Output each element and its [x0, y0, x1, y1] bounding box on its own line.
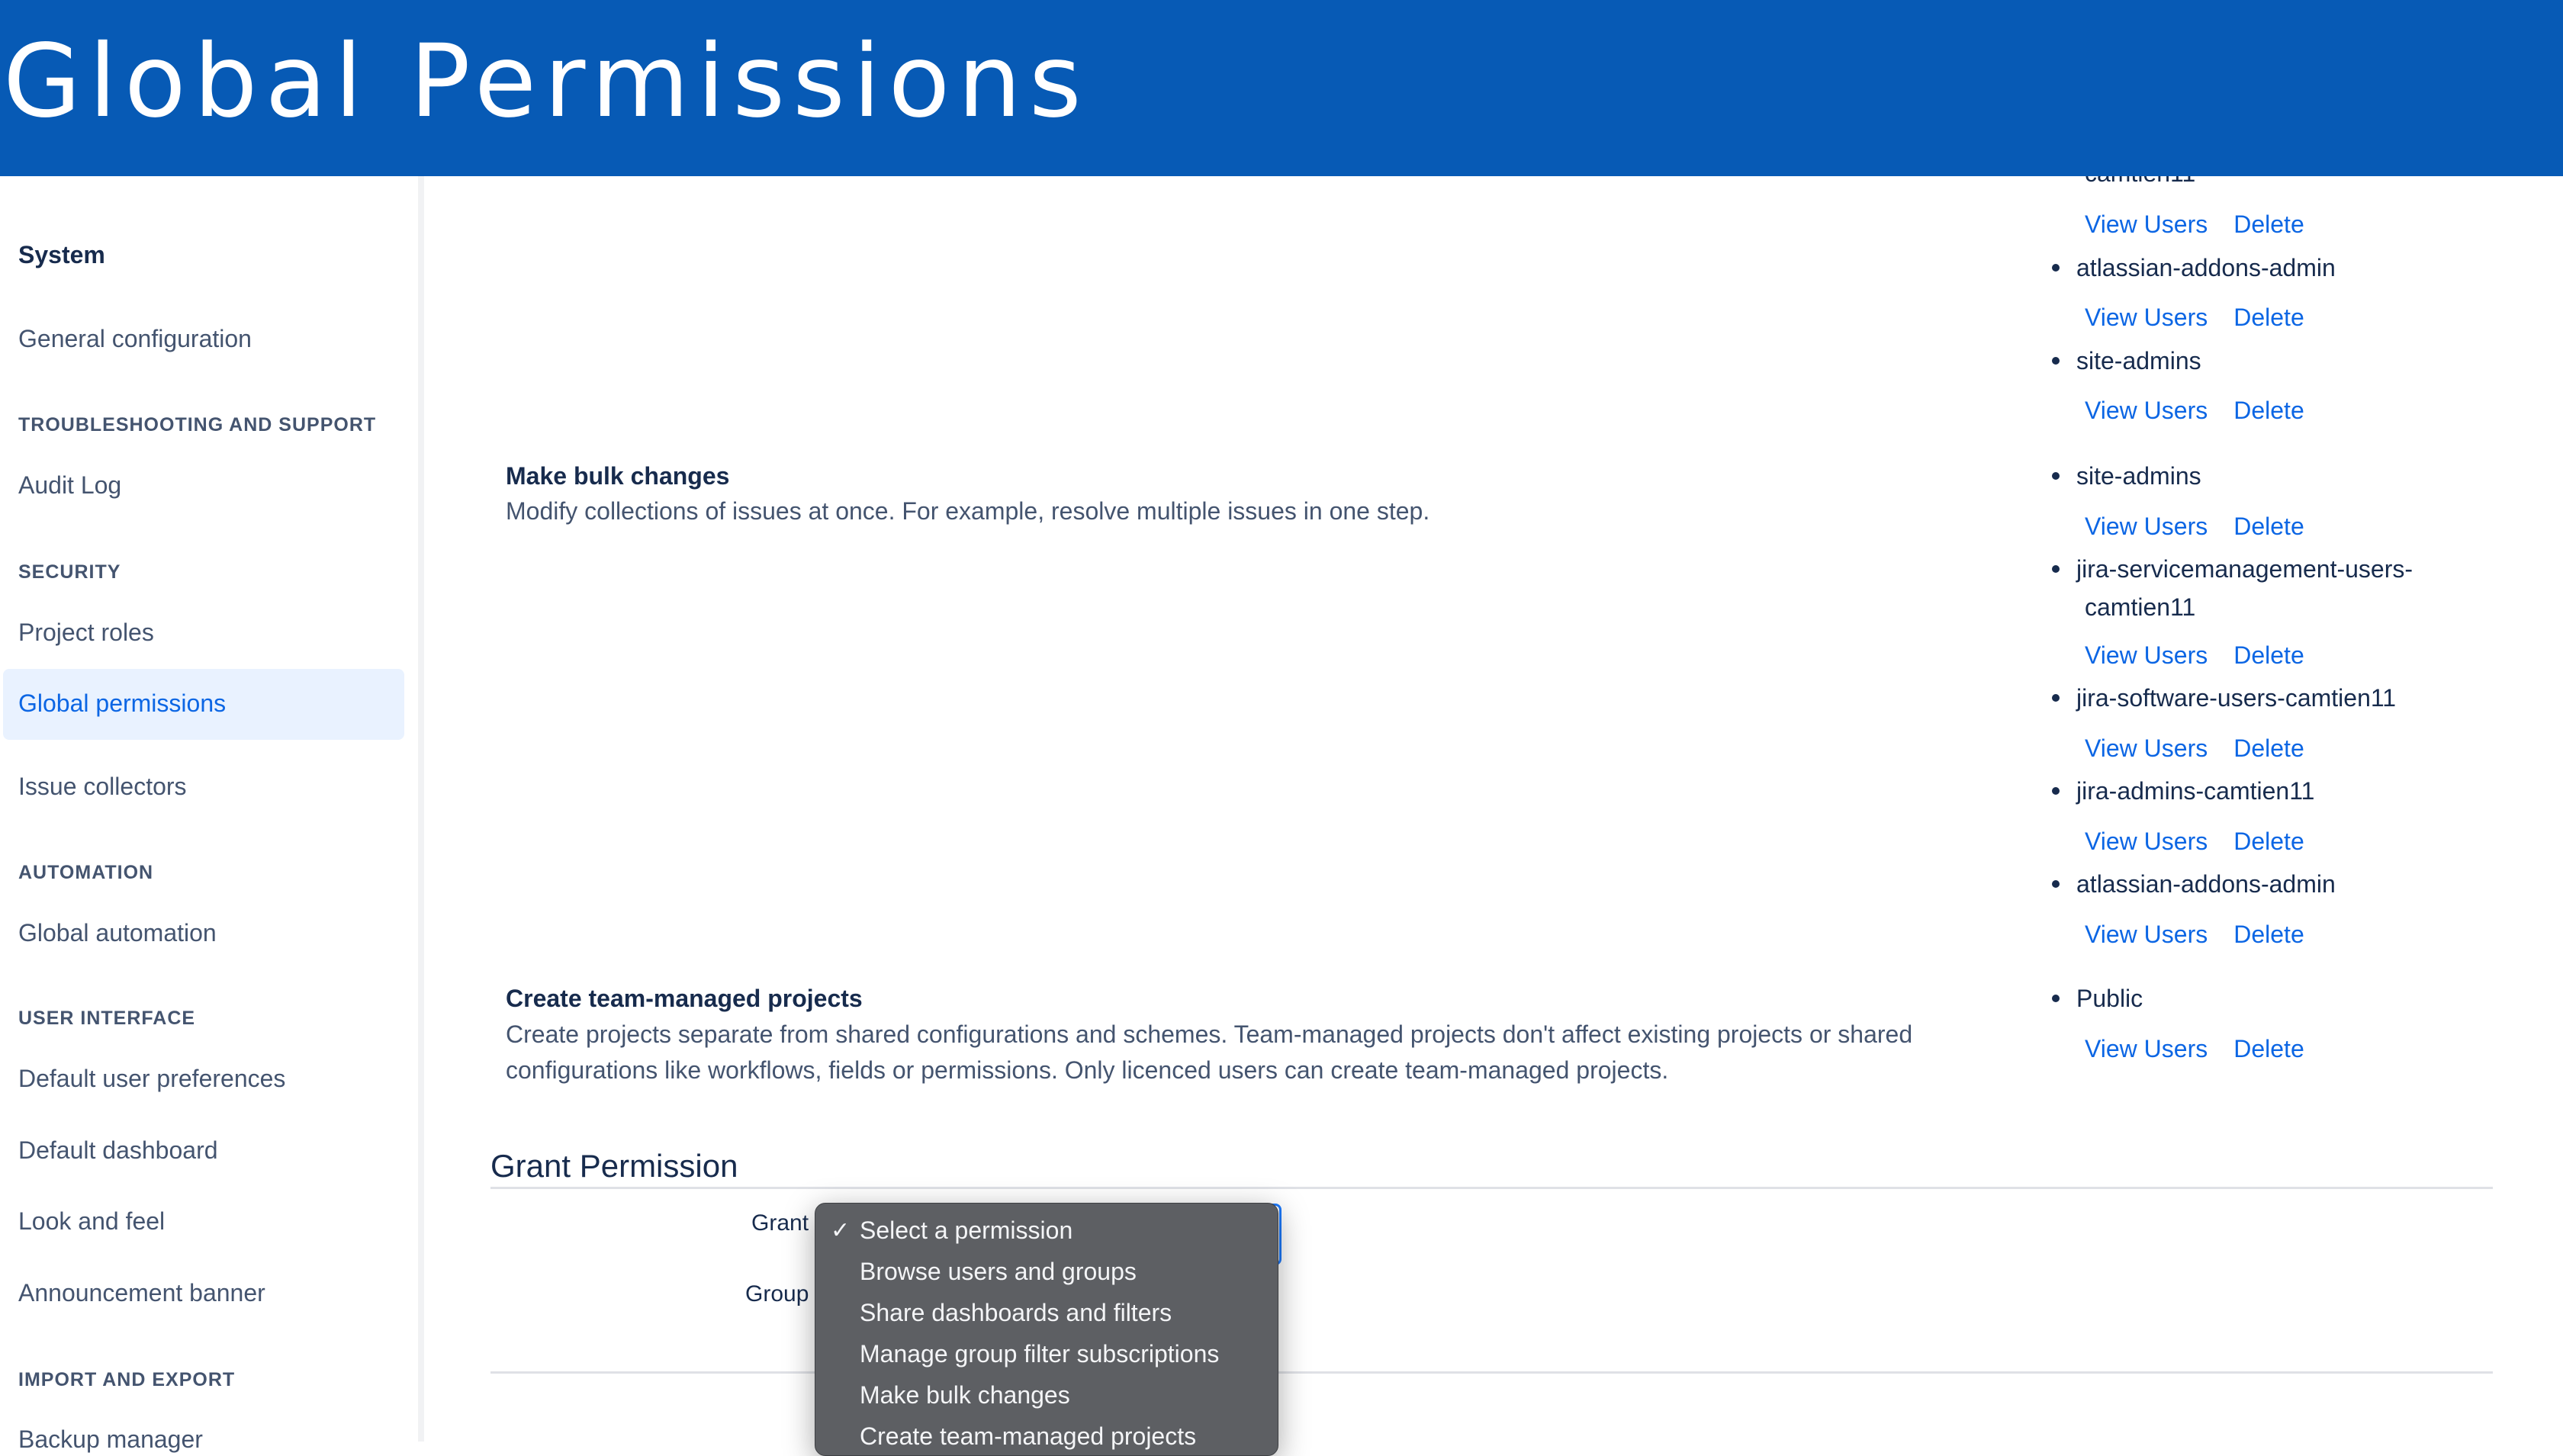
group-name: Public	[2076, 985, 2143, 1012]
sidebar-divider	[418, 176, 424, 1442]
sidebar-item-project-roles[interactable]: Project roles	[18, 619, 154, 646]
view-users-link[interactable]: View Users	[2085, 513, 2208, 540]
group-name: atlassian-addons-admin	[2076, 870, 2336, 898]
view-users-link[interactable]: View Users	[2085, 921, 2208, 948]
view-users-link[interactable]: View Users	[2085, 397, 2208, 424]
delete-link[interactable]: Delete	[2233, 513, 2304, 540]
view-users-link[interactable]: View Users	[2085, 734, 2208, 762]
group-actions	[2085, 921, 2330, 949]
view-users-link[interactable]: View Users	[2085, 641, 2208, 669]
group-name: jira-admins-camtien11	[2076, 777, 2315, 805]
group-item	[2052, 981, 2143, 1017]
sidebar-item-backup-manager[interactable]: Backup manager	[18, 1425, 203, 1453]
view-users-link[interactable]: View Users	[2085, 211, 2208, 238]
group-item	[2052, 343, 2201, 379]
divider	[490, 1187, 2493, 1189]
group-label: Group	[745, 1281, 809, 1307]
group-actions	[2085, 513, 2330, 541]
delete-link[interactable]: Delete	[2233, 734, 2304, 762]
sidebar-item-announcement-banner[interactable]: Announcement banner	[18, 1279, 265, 1307]
bullet-icon	[2052, 264, 2060, 272]
sidebar-item-global-permissions[interactable]: Global permissions	[18, 689, 227, 717]
group-item	[2052, 680, 2396, 716]
sidebar-item-look-and-feel[interactable]: Look and feel	[18, 1207, 166, 1235]
group-item	[2052, 551, 2413, 587]
sidebar-section-troubleshooting: TROUBLESHOOTING AND SUPPORT	[18, 414, 377, 436]
group-name: jira-servicemanagement-users-	[2076, 555, 2413, 583]
delete-link[interactable]: Delete	[2233, 1035, 2304, 1062]
checkmark-icon: ✓	[831, 1218, 851, 1243]
dropdown-option-create-team-managed[interactable]: Create team-managed projects	[860, 1422, 1197, 1450]
bullet-icon	[2052, 694, 2060, 702]
sidebar-item-issue-collectors[interactable]: Issue collectors	[18, 773, 187, 800]
group-item	[2052, 250, 2336, 286]
delete-link[interactable]: Delete	[2233, 641, 2304, 669]
page-title: Global Permissions	[3, 23, 1089, 140]
group-actions	[2085, 734, 2330, 763]
group-item	[2052, 773, 2314, 809]
sidebar-item-global-automation[interactable]: Global automation	[18, 919, 217, 947]
dropdown-option-manage-group-filter[interactable]: Manage group filter subscriptions	[860, 1340, 1220, 1368]
delete-link[interactable]: Delete	[2233, 211, 2304, 238]
grant-permission-heading: Grant Permission	[490, 1148, 738, 1184]
bullet-icon	[2052, 787, 2060, 795]
permission-description-line1: Create projects separate from shared configurations and schemes. Team-managed projects don't affect existing projects or shared	[506, 1020, 1913, 1048]
bullet-icon	[2052, 880, 2060, 888]
group-name: site-admins	[2076, 462, 2201, 490]
group-name: site-admins	[2076, 347, 2201, 374]
group-item	[2052, 866, 2336, 902]
group-actions	[2085, 1035, 2330, 1063]
sidebar	[0, 176, 418, 1453]
group-actions	[2085, 304, 2330, 332]
dropdown-option-browse-users[interactable]: Browse users and groups	[860, 1258, 1137, 1285]
permission-dropdown-list[interactable]	[815, 1203, 1278, 1456]
view-users-link[interactable]: View Users	[2085, 304, 2208, 331]
permission-name: Create team-managed projects	[506, 985, 863, 1012]
group-actions	[2085, 641, 2330, 670]
group-name: atlassian-addons-admin	[2076, 254, 2336, 281]
bullet-icon	[2052, 995, 2060, 1002]
delete-link[interactable]: Delete	[2233, 304, 2304, 331]
sidebar-section-security: SECURITY	[18, 561, 121, 583]
sidebar-section-import-export: IMPORT AND EXPORT	[18, 1369, 236, 1390]
sidebar-item-audit-log[interactable]: Audit Log	[18, 471, 122, 499]
view-users-link[interactable]: View Users	[2085, 1035, 2208, 1062]
bullet-icon	[2052, 472, 2060, 480]
group-name: jira-software-users-camtien11	[2076, 684, 2397, 712]
view-users-link[interactable]: View Users	[2085, 828, 2208, 855]
dropdown-option-select-a-permission[interactable]: Select a permission	[860, 1217, 1073, 1244]
group-actions	[2085, 397, 2330, 425]
grant-label: Grant	[751, 1210, 809, 1236]
delete-link[interactable]: Delete	[2233, 397, 2304, 424]
group-name-continuation: camtien11	[2085, 593, 2196, 621]
sidebar-item-default-dashboard[interactable]: Default dashboard	[18, 1136, 218, 1164]
dropdown-option-share-dashboards[interactable]: Share dashboards and filters	[860, 1299, 1172, 1326]
sidebar-section-automation: AUTOMATION	[18, 862, 154, 883]
divider	[490, 1371, 2493, 1374]
permission-description: Modify collections of issues at once. For example, resolve multiple issues in one step.	[506, 497, 1430, 525]
group-item	[2052, 458, 2201, 494]
permission-description-line2: configurations like workflows, fields or permissions. Only licenced users can create team-managed projects.	[506, 1056, 1669, 1084]
sidebar-item-default-user-preferences[interactable]: Default user preferences	[18, 1065, 286, 1092]
sidebar-item-general-configuration[interactable]: General configuration	[18, 325, 252, 352]
delete-link[interactable]: Delete	[2233, 828, 2304, 855]
sidebar-title: System	[18, 241, 105, 268]
group-actions	[2085, 828, 2330, 856]
delete-link[interactable]: Delete	[2233, 921, 2304, 948]
bullet-icon	[2052, 357, 2060, 365]
permission-name: Make bulk changes	[506, 462, 730, 490]
page-banner	[0, 0, 2563, 176]
sidebar-section-user-interface: USER INTERFACE	[18, 1008, 196, 1029]
dropdown-option-make-bulk-changes[interactable]: Make bulk changes	[860, 1381, 1070, 1409]
bullet-icon	[2052, 565, 2060, 573]
group-actions	[2085, 211, 2330, 239]
